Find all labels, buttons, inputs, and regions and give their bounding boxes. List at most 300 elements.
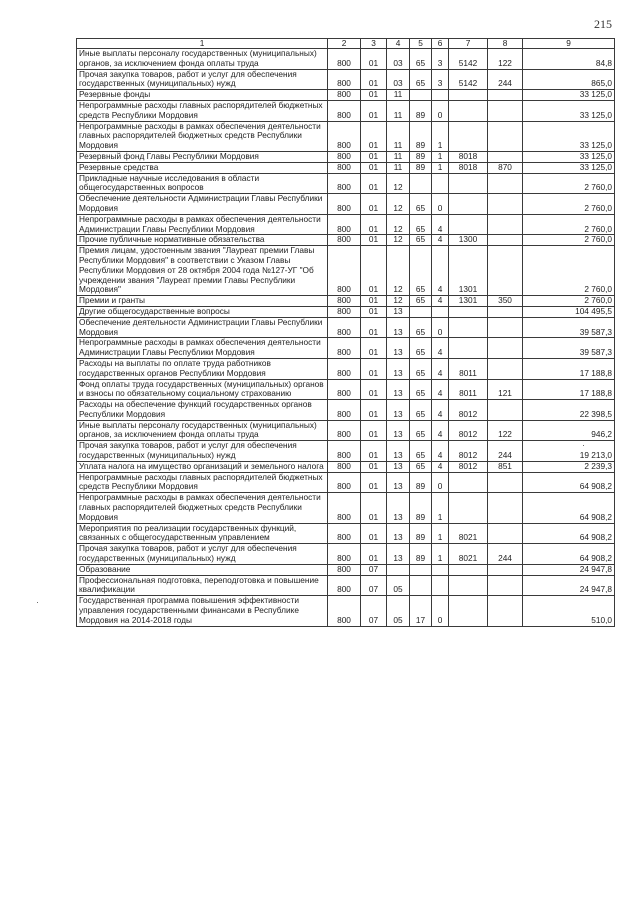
row-code-col8: 121	[488, 379, 523, 400]
row-code-col8	[488, 100, 523, 121]
row-code-col2: 800	[328, 173, 361, 194]
table-row	[77, 400, 615, 421]
row-code-col6: 4	[432, 420, 449, 441]
row-amount: 104 495,5	[523, 306, 615, 317]
row-code-col6: 4	[432, 441, 449, 462]
row-code-col8	[488, 194, 523, 215]
row-code-col2: 800	[328, 564, 361, 575]
table-row	[77, 441, 615, 462]
row-code-col3: 01	[361, 49, 387, 70]
row-code-col6	[432, 575, 449, 596]
row-code-col8	[488, 317, 523, 338]
row-code-col4: 11	[387, 162, 410, 173]
table-row	[77, 420, 615, 441]
row-code-col2: 800	[328, 379, 361, 400]
row-code-col4	[387, 564, 410, 575]
row-code-col8	[488, 493, 523, 523]
row-code-col5	[410, 564, 432, 575]
row-amount: 2 760,0	[523, 194, 615, 215]
row-code-col3: 01	[361, 306, 387, 317]
row-name: Профессиональная подготовка, переподготовка и повышение квалификации	[77, 575, 328, 596]
row-code-col7: 8012	[449, 400, 488, 421]
table-row	[77, 523, 615, 544]
row-code-col7	[449, 317, 488, 338]
table-row	[77, 306, 615, 317]
row-code-col3: 01	[361, 441, 387, 462]
row-amount: 64 908,2	[523, 493, 615, 523]
table-row	[77, 235, 615, 246]
header-cell: 7	[449, 39, 488, 49]
row-code-col3: 01	[361, 246, 387, 296]
row-code-col7: 8012	[449, 420, 488, 441]
row-code-col6: 3	[432, 69, 449, 90]
header-row	[77, 39, 615, 49]
row-code-col3: 01	[361, 296, 387, 307]
row-amount: 33 125,0	[523, 90, 615, 101]
row-code-col4: 12	[387, 246, 410, 296]
row-name: Другие общегосударственные вопросы	[77, 306, 328, 317]
row-code-col2: 800	[328, 235, 361, 246]
row-code-col7: 8018	[449, 162, 488, 173]
row-code-col3: 01	[361, 151, 387, 162]
table-row	[77, 121, 615, 151]
row-amount: 946,2	[523, 420, 615, 441]
row-code-col6	[432, 306, 449, 317]
row-code-col2: 800	[328, 523, 361, 544]
row-code-col3: 01	[361, 379, 387, 400]
row-code-col6: 0	[432, 472, 449, 493]
row-amount: 865,0	[523, 69, 615, 90]
row-code-col2: 800	[328, 69, 361, 90]
row-code-col3: 01	[361, 235, 387, 246]
row-amount: 64 908,2	[523, 544, 615, 565]
row-code-col5: 65	[410, 194, 432, 215]
row-code-col5	[410, 306, 432, 317]
row-code-col7	[449, 194, 488, 215]
row-code-col8	[488, 400, 523, 421]
row-code-col5	[410, 173, 432, 194]
row-code-col4: 12	[387, 214, 410, 235]
header-cell: 6	[432, 39, 449, 49]
row-code-col7	[449, 306, 488, 317]
row-code-col3: 01	[361, 461, 387, 472]
row-code-col4: 12	[387, 296, 410, 307]
row-name: Премии и гранты	[77, 296, 328, 307]
row-amount: 17 188,8	[523, 379, 615, 400]
row-code-col5: 89	[410, 162, 432, 173]
row-code-col4: 13	[387, 420, 410, 441]
row-code-col8	[488, 472, 523, 493]
row-code-col7: 5142	[449, 49, 488, 70]
row-code-col4: 05	[387, 596, 410, 626]
header-cell: 3	[361, 39, 387, 49]
table-row	[77, 162, 615, 173]
row-code-col6: 3	[432, 49, 449, 70]
row-code-col6: 1	[432, 544, 449, 565]
row-code-col2: 800	[328, 420, 361, 441]
row-amount: 24 947,8	[523, 575, 615, 596]
row-code-col8: 870	[488, 162, 523, 173]
row-code-col2: 800	[328, 214, 361, 235]
row-code-col7: 8021	[449, 523, 488, 544]
row-code-col5: 89	[410, 472, 432, 493]
row-code-col8	[488, 151, 523, 162]
row-name: Уплата налога на имущество организаций и земельного налога	[77, 461, 328, 472]
row-code-col7	[449, 472, 488, 493]
row-code-col8: 122	[488, 49, 523, 70]
row-code-col6: 4	[432, 400, 449, 421]
row-name: Непрограммные расходы главных распорядителей бюджетных средств Республики Мордовия	[77, 100, 328, 121]
row-amount: 24 947,8	[523, 564, 615, 575]
table-row	[77, 194, 615, 215]
row-code-col5: 89	[410, 544, 432, 565]
row-name: Обеспечение деятельности Администрации Главы Республики Мордовия	[77, 317, 328, 338]
row-code-col4: 03	[387, 49, 410, 70]
row-code-col3: 01	[361, 400, 387, 421]
row-code-col5: 65	[410, 49, 432, 70]
row-code-col7	[449, 100, 488, 121]
row-code-col2: 800	[328, 596, 361, 626]
scan-mark: ·	[582, 440, 585, 450]
row-code-col4: 12	[387, 194, 410, 215]
row-code-col5: 65	[410, 296, 432, 307]
table-row	[77, 296, 615, 307]
row-amount: 2 239,3	[523, 461, 615, 472]
row-name: Резервные фонды	[77, 90, 328, 101]
row-code-col6: 0	[432, 194, 449, 215]
row-code-col5: 89	[410, 121, 432, 151]
table-row	[77, 472, 615, 493]
row-amount: 33 125,0	[523, 121, 615, 151]
row-code-col7: 8011	[449, 358, 488, 379]
table-row	[77, 49, 615, 70]
row-code-col2: 800	[328, 100, 361, 121]
row-code-col5: 65	[410, 246, 432, 296]
row-code-col8: 244	[488, 69, 523, 90]
row-name: Иные выплаты персоналу государственных (муниципальных) органов, за исключением фонда оплаты труда	[77, 420, 328, 441]
row-code-col4: 13	[387, 523, 410, 544]
row-code-col2: 800	[328, 90, 361, 101]
row-code-col6: 4	[432, 246, 449, 296]
row-code-col7: 8012	[449, 441, 488, 462]
row-code-col4: 11	[387, 100, 410, 121]
row-code-col5: 65	[410, 420, 432, 441]
row-code-col4: 12	[387, 235, 410, 246]
row-code-col6: 1	[432, 151, 449, 162]
table-row	[77, 575, 615, 596]
row-code-col6: 4	[432, 461, 449, 472]
row-name: Непрограммные расходы в рамках обеспечения деятельности главных распорядителей бюджетных средств Республики Мордовия	[77, 493, 328, 523]
row-amount: 2 760,0	[523, 235, 615, 246]
row-name: Расходы на обеспечение функций государственных органов Республики Мордовия	[77, 400, 328, 421]
row-name: Прочая закупка товаров, работ и услуг для обеспечения государственных (муниципальных) нужд	[77, 69, 328, 90]
row-code-col6: 4	[432, 338, 449, 359]
row-name: Непрограммные расходы в рамках обеспечения деятельности Администрации Главы Республики Мордовия	[77, 214, 328, 235]
row-code-col4: 13	[387, 306, 410, 317]
row-code-col2: 800	[328, 493, 361, 523]
row-code-col8	[488, 173, 523, 194]
row-code-col3: 01	[361, 544, 387, 565]
table-row	[77, 596, 615, 626]
row-amount: 39 587,3	[523, 338, 615, 359]
row-code-col3: 01	[361, 493, 387, 523]
row-code-col2: 800	[328, 575, 361, 596]
row-name: Обеспечение деятельности Администрации Главы Республики Мордовия	[77, 194, 328, 215]
header-cell: 5	[410, 39, 432, 49]
row-code-col7	[449, 575, 488, 596]
row-code-col5: 89	[410, 100, 432, 121]
row-code-col6: 1	[432, 523, 449, 544]
header-cell: 2	[328, 39, 361, 49]
row-code-col3: 07	[361, 564, 387, 575]
row-amount: 33 125,0	[523, 162, 615, 173]
table-row	[77, 544, 615, 565]
row-code-col6	[432, 90, 449, 101]
row-code-col6	[432, 173, 449, 194]
row-code-col3: 01	[361, 523, 387, 544]
row-code-col4: 13	[387, 400, 410, 421]
row-code-col7: 8021	[449, 544, 488, 565]
row-code-col8	[488, 214, 523, 235]
table-row	[77, 379, 615, 400]
row-code-col2: 800	[328, 151, 361, 162]
table-row	[77, 151, 615, 162]
table-row	[77, 90, 615, 101]
row-code-col4: 13	[387, 441, 410, 462]
row-code-col8: 350	[488, 296, 523, 307]
row-code-col6: 0	[432, 596, 449, 626]
row-code-col5: 65	[410, 358, 432, 379]
row-code-col2: 800	[328, 317, 361, 338]
row-code-col3: 07	[361, 575, 387, 596]
row-amount: 33 125,0	[523, 151, 615, 162]
table-row	[77, 493, 615, 523]
row-code-col4: 13	[387, 544, 410, 565]
table-row	[77, 100, 615, 121]
row-amount: 2 760,0	[523, 246, 615, 296]
row-code-col3: 01	[361, 121, 387, 151]
row-code-col3: 01	[361, 90, 387, 101]
row-code-col8	[488, 564, 523, 575]
row-code-col2: 800	[328, 461, 361, 472]
row-code-col6: 1	[432, 162, 449, 173]
row-code-col8: 122	[488, 420, 523, 441]
row-code-col4: 05	[387, 575, 410, 596]
row-code-col7: 8018	[449, 151, 488, 162]
row-code-col7: 8012	[449, 461, 488, 472]
row-code-col6: 4	[432, 214, 449, 235]
row-code-col7	[449, 338, 488, 359]
row-code-col4: 13	[387, 379, 410, 400]
row-name: Резервные средства	[77, 162, 328, 173]
row-code-col7: 8011	[449, 379, 488, 400]
row-code-col4: 13	[387, 358, 410, 379]
row-name: Непрограммные расходы в рамках обеспечения деятельности Администрации Главы Республики Мордовия	[77, 338, 328, 359]
row-code-col7	[449, 564, 488, 575]
row-code-col8	[488, 358, 523, 379]
row-code-col4: 13	[387, 461, 410, 472]
row-code-col3: 01	[361, 317, 387, 338]
row-code-col4: 11	[387, 151, 410, 162]
row-code-col4: 13	[387, 493, 410, 523]
row-amount: 19 213,0	[523, 441, 615, 462]
row-code-col8	[488, 596, 523, 626]
row-code-col7: 1301	[449, 296, 488, 307]
table-row	[77, 317, 615, 338]
row-code-col5: 65	[410, 235, 432, 246]
row-code-col5: 65	[410, 441, 432, 462]
table-row	[77, 173, 615, 194]
row-code-col6	[432, 564, 449, 575]
row-amount: 2 760,0	[523, 296, 615, 307]
row-code-col5: 65	[410, 379, 432, 400]
row-amount: 17 188,8	[523, 358, 615, 379]
row-code-col3: 01	[361, 358, 387, 379]
row-code-col5: 65	[410, 338, 432, 359]
scan-mark: ·	[36, 597, 39, 607]
row-code-col4: 11	[387, 90, 410, 101]
row-code-col2: 800	[328, 296, 361, 307]
row-code-col3: 01	[361, 194, 387, 215]
row-name: Прочие публичные нормативные обязательства	[77, 235, 328, 246]
row-name: Непрограммные расходы в рамках обеспечения деятельности главных распорядителей бюджетных средств Республики Мордовия	[77, 121, 328, 151]
table-row	[77, 461, 615, 472]
row-code-col7	[449, 121, 488, 151]
row-code-col7: 1301	[449, 246, 488, 296]
row-code-col8	[488, 90, 523, 101]
row-code-col8	[488, 121, 523, 151]
row-code-col6: 4	[432, 296, 449, 307]
row-code-col6: 0	[432, 317, 449, 338]
row-amount: 64 908,2	[523, 523, 615, 544]
row-amount: 84,8	[523, 49, 615, 70]
row-code-col5: 65	[410, 317, 432, 338]
row-code-col2: 800	[328, 472, 361, 493]
row-code-col8	[488, 246, 523, 296]
table-row	[77, 338, 615, 359]
row-code-col4: 13	[387, 472, 410, 493]
row-code-col8: 851	[488, 461, 523, 472]
row-code-col6: 1	[432, 121, 449, 151]
row-code-col3: 01	[361, 214, 387, 235]
row-code-col8	[488, 575, 523, 596]
row-name: Премия лицам, удостоенным звания "Лауреат премии Главы Республики Мордовия" в соответствии с Указом Главы Республики Мордовия от 28 октября 2004 года №127-УГ "Об учреждении звания "Лауреат премии Главы Республики Мордовия"	[77, 246, 328, 296]
row-code-col3: 01	[361, 338, 387, 359]
row-amount: 510,0	[523, 596, 615, 626]
row-code-col2: 800	[328, 246, 361, 296]
row-code-col2: 800	[328, 306, 361, 317]
row-code-col2: 800	[328, 358, 361, 379]
row-code-col3: 01	[361, 420, 387, 441]
row-amount: 2 760,0	[523, 173, 615, 194]
row-code-col8	[488, 235, 523, 246]
row-code-col7	[449, 596, 488, 626]
row-code-col5: 65	[410, 461, 432, 472]
row-code-col6: 0	[432, 100, 449, 121]
row-code-col4: 12	[387, 173, 410, 194]
row-name: Прочая закупка товаров, работ и услуг для обеспечения государственных (муниципальных) нужд	[77, 441, 328, 462]
row-code-col5: 89	[410, 151, 432, 162]
row-code-col2: 800	[328, 121, 361, 151]
row-code-col3: 01	[361, 69, 387, 90]
header-cell: 1	[77, 39, 328, 49]
header-cell: 4	[387, 39, 410, 49]
row-name: Резервный фонд Главы Республики Мордовия	[77, 151, 328, 162]
row-code-col4: 13	[387, 317, 410, 338]
row-code-col3: 01	[361, 162, 387, 173]
row-code-col2: 800	[328, 338, 361, 359]
row-amount: 33 125,0	[523, 100, 615, 121]
row-code-col5: 17	[410, 596, 432, 626]
row-code-col7	[449, 214, 488, 235]
row-code-col7	[449, 173, 488, 194]
row-name: Расходы на выплаты по оплате труда работников государственных органов Республики Мордовия	[77, 358, 328, 379]
row-code-col2: 800	[328, 194, 361, 215]
row-code-col2: 800	[328, 162, 361, 173]
table-row	[77, 564, 615, 575]
row-name: Прикладные научные исследования в области общегосударственных вопросов	[77, 173, 328, 194]
table-row	[77, 358, 615, 379]
row-name: Образование	[77, 564, 328, 575]
row-code-col3: 01	[361, 100, 387, 121]
row-code-col7: 5142	[449, 69, 488, 90]
row-code-col3: 07	[361, 596, 387, 626]
row-code-col5: 65	[410, 69, 432, 90]
row-code-col5: 65	[410, 400, 432, 421]
row-code-col7	[449, 90, 488, 101]
row-code-col5: 89	[410, 493, 432, 523]
row-name: Непрограммные расходы главных распорядителей бюджетных средств Республики Мордовия	[77, 472, 328, 493]
table-row	[77, 214, 615, 235]
budget-table	[76, 38, 615, 627]
row-code-col2: 800	[328, 400, 361, 421]
row-code-col6: 4	[432, 379, 449, 400]
row-code-col8	[488, 338, 523, 359]
row-name: Фонд оплаты труда государственных (муниципальных) органов и взносы по обязательному социальному страхованию	[77, 379, 328, 400]
table-row	[77, 246, 615, 296]
row-code-col2: 800	[328, 49, 361, 70]
row-code-col4: 13	[387, 338, 410, 359]
row-code-col3: 01	[361, 472, 387, 493]
row-code-col6: 4	[432, 235, 449, 246]
row-name: Мероприятия по реализации государственных функций, связанных с общегосударственным управлением	[77, 523, 328, 544]
table-row	[77, 69, 615, 90]
row-code-col5: 65	[410, 214, 432, 235]
row-code-col8: 244	[488, 544, 523, 565]
row-amount: 64 908,2	[523, 472, 615, 493]
row-code-col6: 4	[432, 358, 449, 379]
row-code-col8	[488, 306, 523, 317]
row-code-col7	[449, 493, 488, 523]
page-number: 215	[594, 17, 612, 31]
row-code-col3: 01	[361, 173, 387, 194]
row-code-col4: 11	[387, 121, 410, 151]
header-cell: 8	[488, 39, 523, 49]
row-name: Государственная программа повышения эффективности управления государственными финансами в Республике Мордовия на 2014-2018 годы	[77, 596, 328, 626]
row-code-col7: 1300	[449, 235, 488, 246]
row-amount: 2 760,0	[523, 214, 615, 235]
row-name: Иные выплаты персоналу государственных (муниципальных) органов, за исключением фонда оплаты труда	[77, 49, 328, 70]
row-amount: 39 587,3	[523, 317, 615, 338]
row-code-col8	[488, 523, 523, 544]
row-code-col5	[410, 90, 432, 101]
row-code-col5	[410, 575, 432, 596]
row-code-col2: 800	[328, 544, 361, 565]
row-code-col4: 03	[387, 69, 410, 90]
header-cell: 9	[523, 39, 615, 49]
row-code-col5: 89	[410, 523, 432, 544]
row-amount: 22 398,5	[523, 400, 615, 421]
